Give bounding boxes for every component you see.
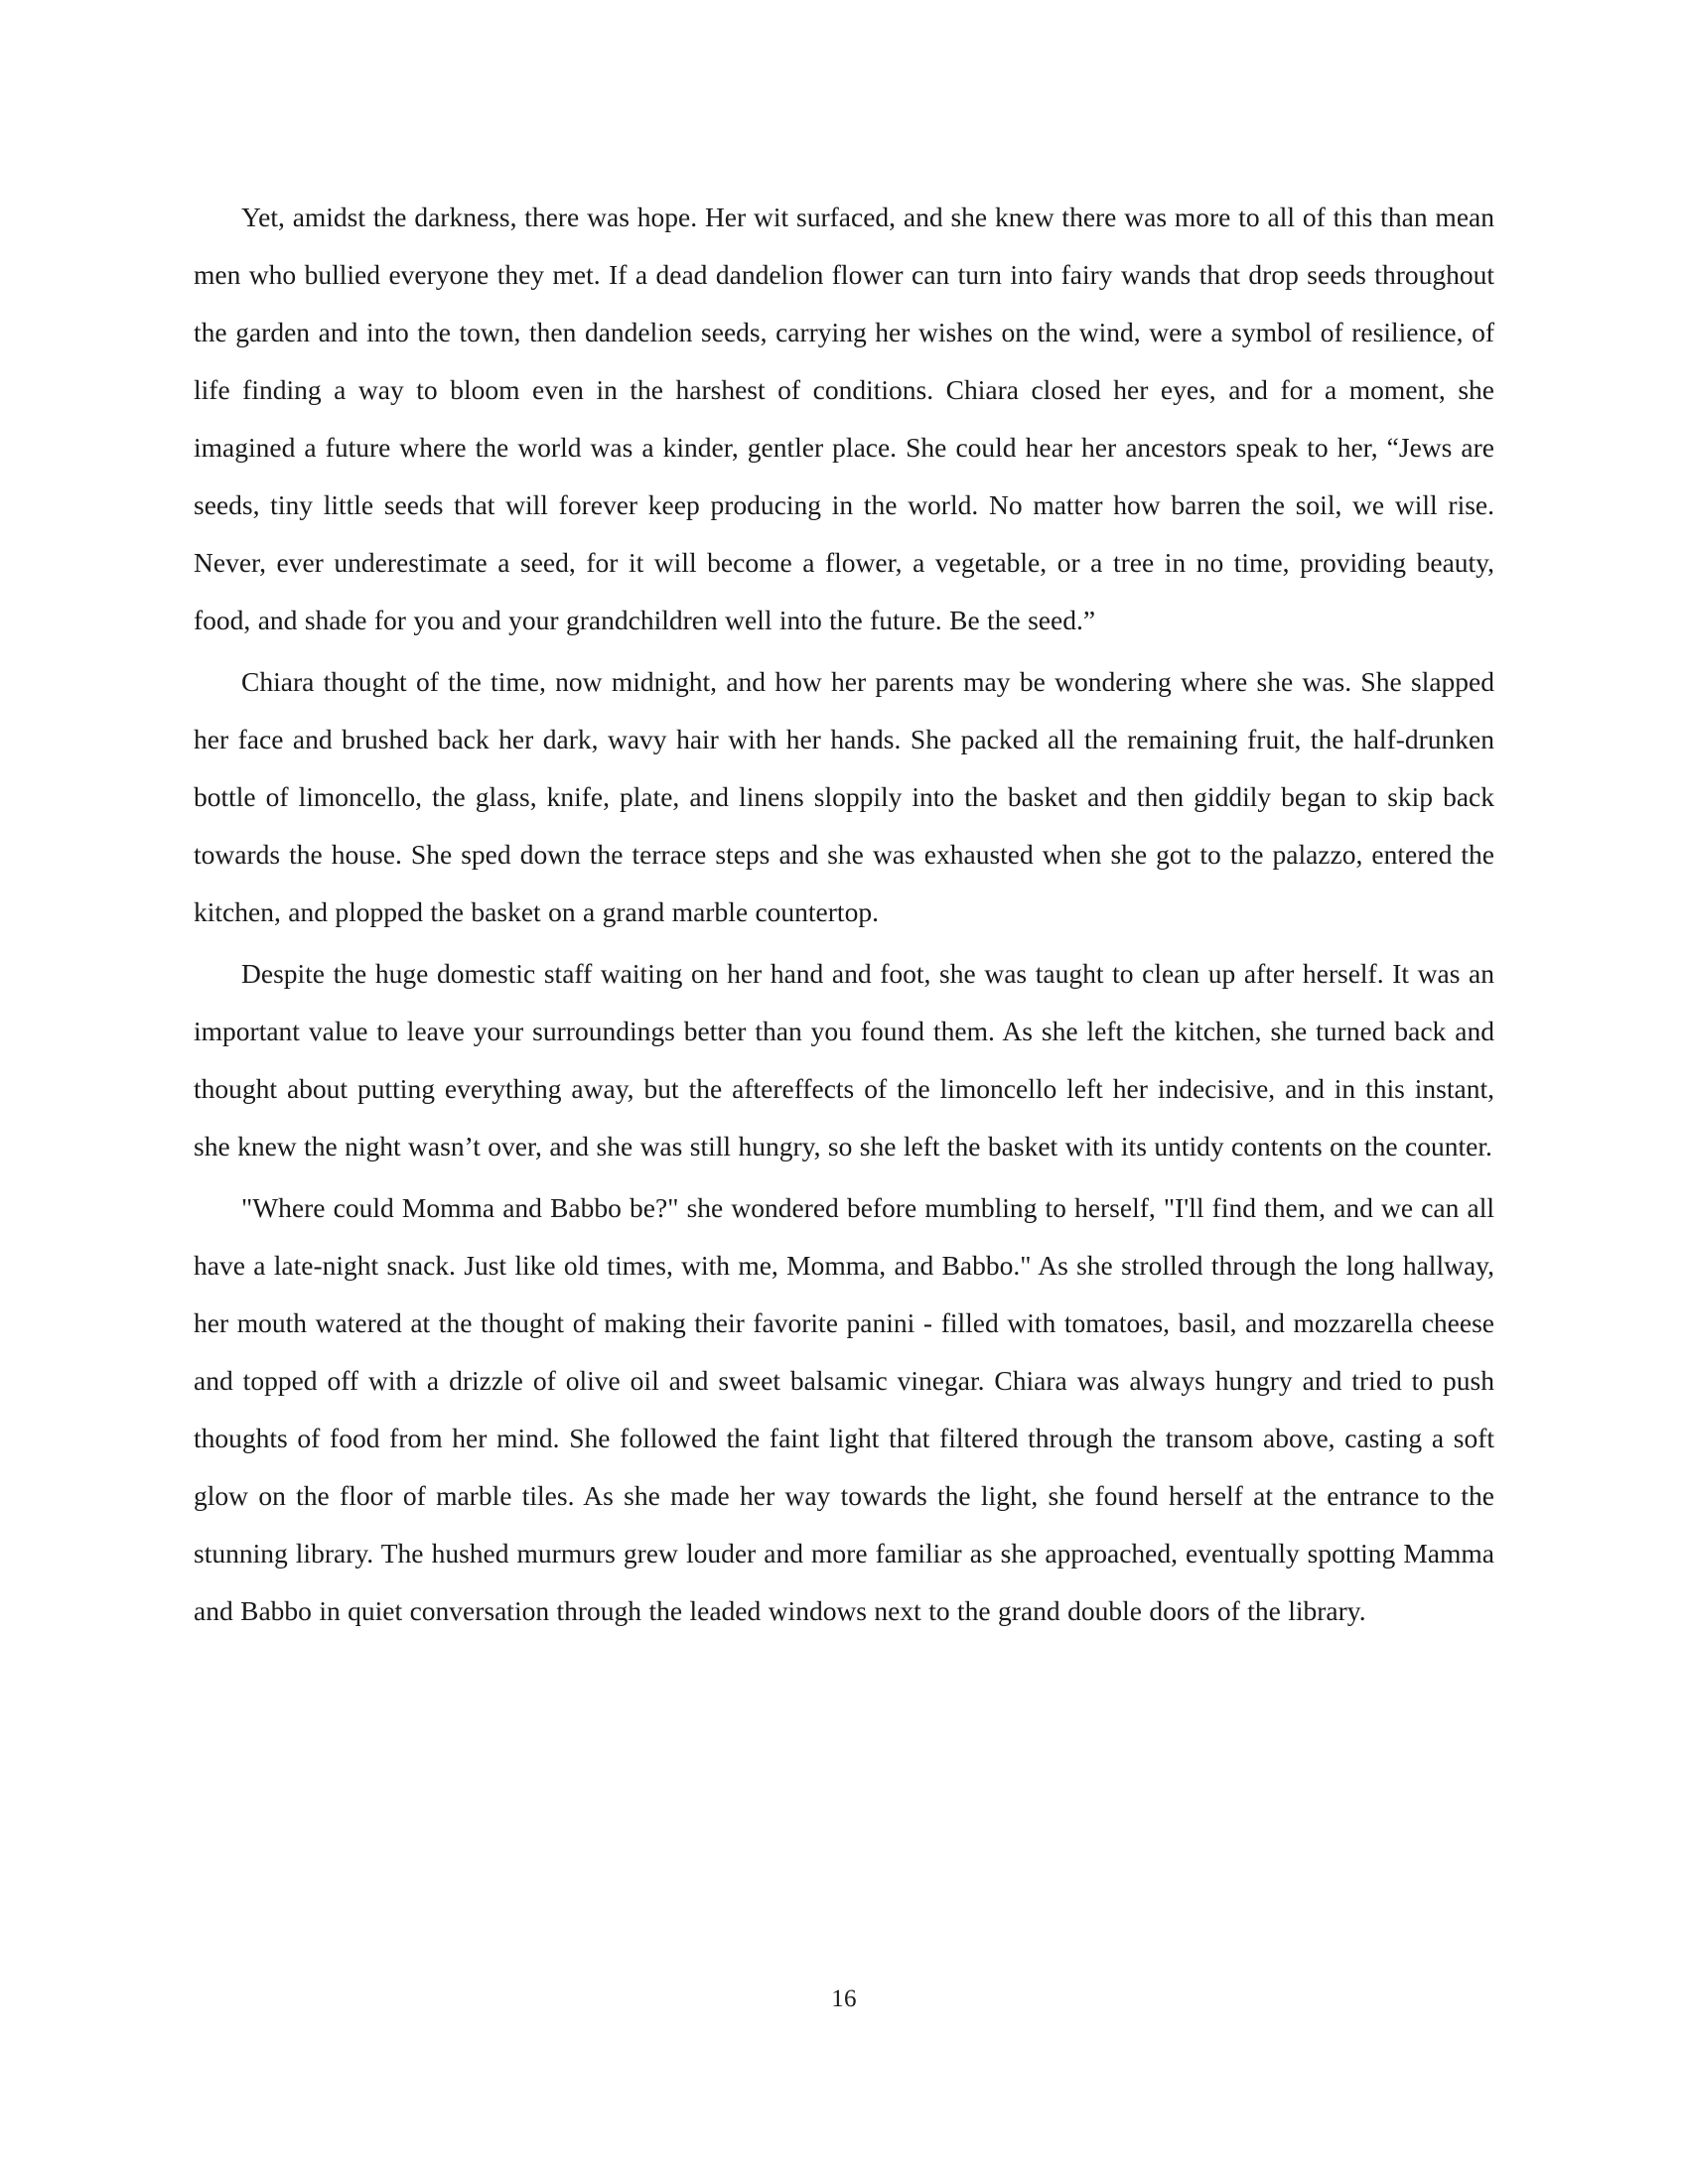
page-number: 16 [831,1985,857,2012]
paragraph-3: Despite the huge domestic staff waiting on her hand and foot, she was taught to clean up after herself. It was an important value to leave your surroundings better than you found them. As she left the kitchen, she turned back and thought about putting everything away, but the aftereffects of the limoncello left her indecisive, and in this instant, she knew the night wasn’t over, and she was still hungry, so she left the basket with its untidy contents on the counter. [194,958,1494,1161]
page-text-column [194,189,1494,1640]
paragraph-4: "Where could Momma and Babbo be?" she wondered before mumbling to herself, "I'll find them, and we can all have a late-night snack. Just like old times, with me, Momma, and Babbo." As she strolled through the long hallway, her mouth watered at the thought of making their favorite panini - filled with tomatoes, basil, and mozzarella cheese and topped off with a drizzle of olive oil and sweet balsamic vinegar. Chiara was always hungry and tried to push thoughts of food from her mind. She followed the faint light that filtered through the transom above, casting a soft glow on the floor of marble tiles. As she made her way towards the light, she found herself at the entrance to the stunning library. The hushed murmurs grew louder and more familiar as she approached, eventually spotting Mamma and Babbo in quiet conversation through the leaded windows next to the grand double doors of the library. [194,1192,1494,1626]
paragraph-2: Chiara thought of the time, now midnight, and how her parents may be wondering where she was. She slapped her face and brushed back her dark, wavy hair with her hands. She packed all the remaining fruit, the half-drunken bottle of limoncello, the glass, knife, plate, and linens sloppily into the basket and then giddily began to skip back towards the house. She sped down the terrace steps and she was exhausted when she got to the palazzo, entered the kitchen, and plopped the basket on a grand marble countertop. [194,666,1494,927]
paragraph-1: Yet, amidst the darkness, there was hope. Her wit surfaced, and she knew there was more to all of this than mean men who bullied everyone they met. If a dead dandelion flower can turn into fairy wands that drop seeds throughout the garden and into the town, then dandelion seeds, carrying her wishes on the wind, were a symbol of resilience, of life finding a way to bloom even in the harshest of conditions. Chiara closed her eyes, and for a moment, she imagined a future where the world was a kinder, gentler place. She could hear her ancestors speak to her, “Jews are seeds, tiny little seeds that will forever keep producing in the world. No matter how barren the soil, we will rise. Never, ever underestimate a seed, for it will become a flower, a vegetable, or a tree in no time, providing beauty, food, and shade for you and your grandchildren well into the future. Be the seed.” [194,202,1494,635]
